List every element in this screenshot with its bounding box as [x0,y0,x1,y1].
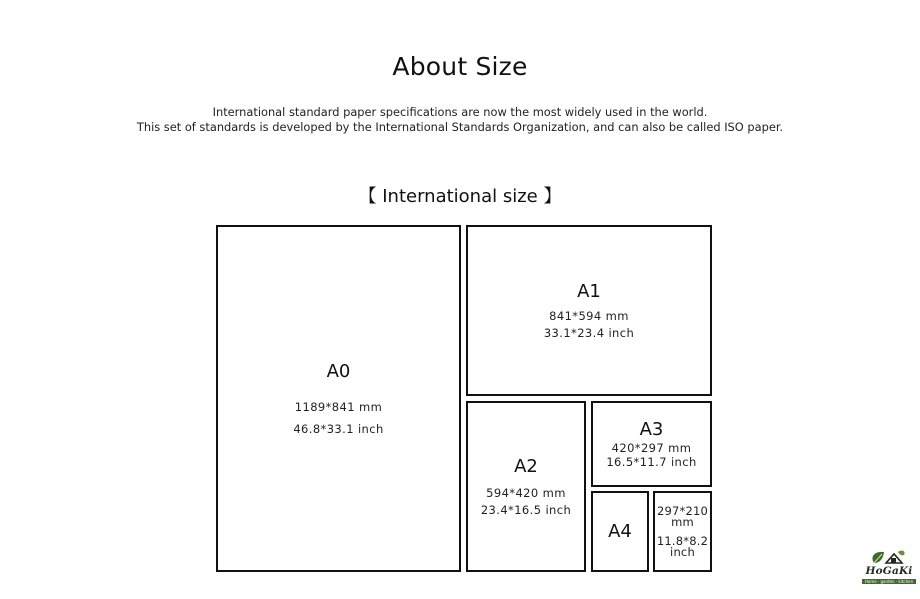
size-name: A2 [514,456,538,477]
intro-text [0,105,920,135]
size-name: A4 [608,521,632,542]
size-name: A0 [326,361,351,382]
size-inch: 16.5*11.7 inch [606,455,697,469]
size-mm: 1189*841 mm [294,400,383,414]
paper-size-a4 [591,491,649,572]
size-inch: 33.1*23.4 inch [543,326,635,340]
size-inch: 23.4*16.5 inch [480,503,572,517]
section-heading: 【 International size 】 [358,186,562,207]
paper-size-a3 [591,401,712,487]
size-inch: 11.8*8.2 inch [656,533,709,559]
paper-size-a4-dimensions [653,491,712,572]
size-mm: 594*420 mm [486,486,566,500]
size-inch: 46.8*33.1 inch [293,422,384,436]
intro-line-1: International standard paper specifications are now the most widely used in the world. [212,105,708,119]
page-title: About Size [392,52,528,81]
paper-size-a1 [466,225,712,396]
intro-line-2: This set of standards is developed by the International Standards Organization, and can also be called ISO paper. [136,120,784,134]
size-mm: 297*210 mm [656,503,709,529]
paper-size-a0 [216,225,461,572]
brand-tagline: Home · garden · kitchen [862,579,916,584]
size-name: A3 [639,419,664,440]
brand-name: HoGaKi [865,565,913,577]
size-mm: 420*297 mm [611,441,692,455]
size-name: A1 [577,281,601,302]
size-mm: 841*594 mm [549,309,629,323]
paper-size-a2 [466,401,586,572]
brand-logo [860,545,918,585]
leaf-house-icon [860,545,918,567]
